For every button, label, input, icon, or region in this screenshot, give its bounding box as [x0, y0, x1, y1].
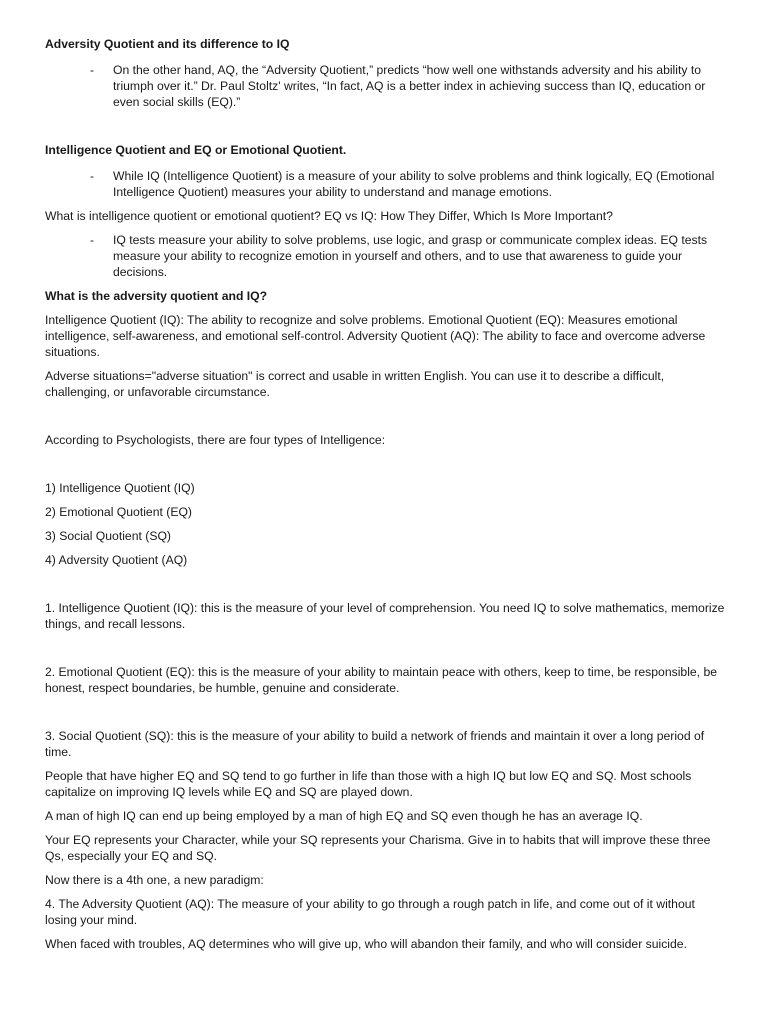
paragraph-adverse-situations: Adverse situations="adverse situation" is correct and usable in written English. You can use it to describe a difficult, challenging, or unfavorable circumstance.	[45, 369, 665, 399]
paragraph-four-types-intro: According to Psychologists, there are four types of Intelligence:	[45, 433, 386, 447]
list-item: 2) Emotional Quotient (EQ)	[45, 505, 192, 519]
list-item: 1) Intelligence Quotient (IQ)	[45, 481, 195, 495]
heading-adversity-quotient: What is the adversity quotient and IQ?	[45, 289, 268, 303]
bullet-iq-eq-difference	[45, 168, 725, 200]
bullet-aq-definition	[45, 62, 725, 110]
paragraph-sq-description: 3. Social Quotient (SQ): this is the measure of your ability to build a network of friends and maintain it over a long period of time.	[45, 729, 705, 759]
paragraph-character-charisma: Your EQ represents your Character, while your SQ represents your Charisma. Give in to habits that will improve these three Qs, especially your EQ and SQ.	[45, 833, 711, 863]
bullet-text: On the other hand, AQ, the “Adversity Quotient,” predicts “how well one withstands adversity and his ability to triumph over it.” Dr. Paul Stoltz' writes, “In fact, AQ is a better index in achieving success than IQ, education or even social skills (EQ).”	[113, 63, 706, 109]
paragraph-aq-troubles: When faced with troubles, AQ determines who will give up, who will abandon their family, and who will consider suicide.	[45, 937, 687, 951]
paragraph-iq-description: 1. Intelligence Quotient (IQ): this is the measure of your level of comprehension. You need IQ to solve mathematics, memorize things, and recall lessons.	[45, 601, 725, 631]
paragraph-eq-vs-iq-question: What is intelligence quotient or emotional quotient? EQ vs IQ: How They Differ, Which Is More Important?	[45, 209, 613, 223]
bullet-dash: -	[90, 233, 95, 247]
heading-aq-vs-iq: Adversity Quotient and its difference to IQ	[45, 37, 290, 51]
bullet-iq-eq-tests	[45, 232, 725, 280]
paragraph-aq-description: 4. The Adversity Quotient (AQ): The measure of your ability to go through a rough patch in life, and come out of it without losing your mind.	[45, 897, 695, 927]
bullet-text: While IQ (Intelligence Quotient) is a measure of your ability to solve problems and think logically, EQ (Emotional Intelligence Quotient) measures your ability to understand and manage emotions.	[113, 169, 715, 199]
bullet-dash: -	[90, 63, 95, 77]
bullet-dash: -	[90, 169, 95, 183]
bullet-text: IQ tests measure your ability to solve problems, use logic, and grasp or communicate complex ideas. EQ tests measure your ability to recognize emotion in yourself and others, and to use that awareness to guide your decisions.	[113, 233, 708, 279]
paragraph-eq-description: 2. Emotional Quotient (EQ): this is the measure of your ability to maintain peace with others, keep to time, be responsible, be honest, respect boundaries, be humble, genuine and considerate.	[45, 665, 718, 695]
paragraph-high-iq-employment: A man of high IQ can end up being employed by a man of high EQ and SQ even though he has an average IQ.	[45, 809, 643, 823]
paragraph-quotient-definitions: Intelligence Quotient (IQ): The ability to recognize and solve problems. Emotional Quotient (EQ): Measures emotional intelligence, self-awareness, and emotional self-control. Adversity Quotient (AQ): The ability to face and overcome adverse situations.	[45, 313, 706, 359]
document-body	[45, 36, 725, 952]
intelligence-types-list	[45, 480, 725, 568]
list-item: 3) Social Quotient (SQ)	[45, 529, 171, 543]
paragraph-eq-sq-comparison: People that have higher EQ and SQ tend to go further in life than those with a high IQ but low EQ and SQ. Most schools capitalize on improving IQ levels while EQ and SQ are played down.	[45, 769, 692, 799]
heading-iq-eq: Intelligence Quotient and EQ or Emotional Quotient.	[45, 143, 347, 157]
list-item: 4) Adversity Quotient (AQ)	[45, 553, 188, 567]
paragraph-new-paradigm: Now there is a 4th one, a new paradigm:	[45, 873, 264, 887]
